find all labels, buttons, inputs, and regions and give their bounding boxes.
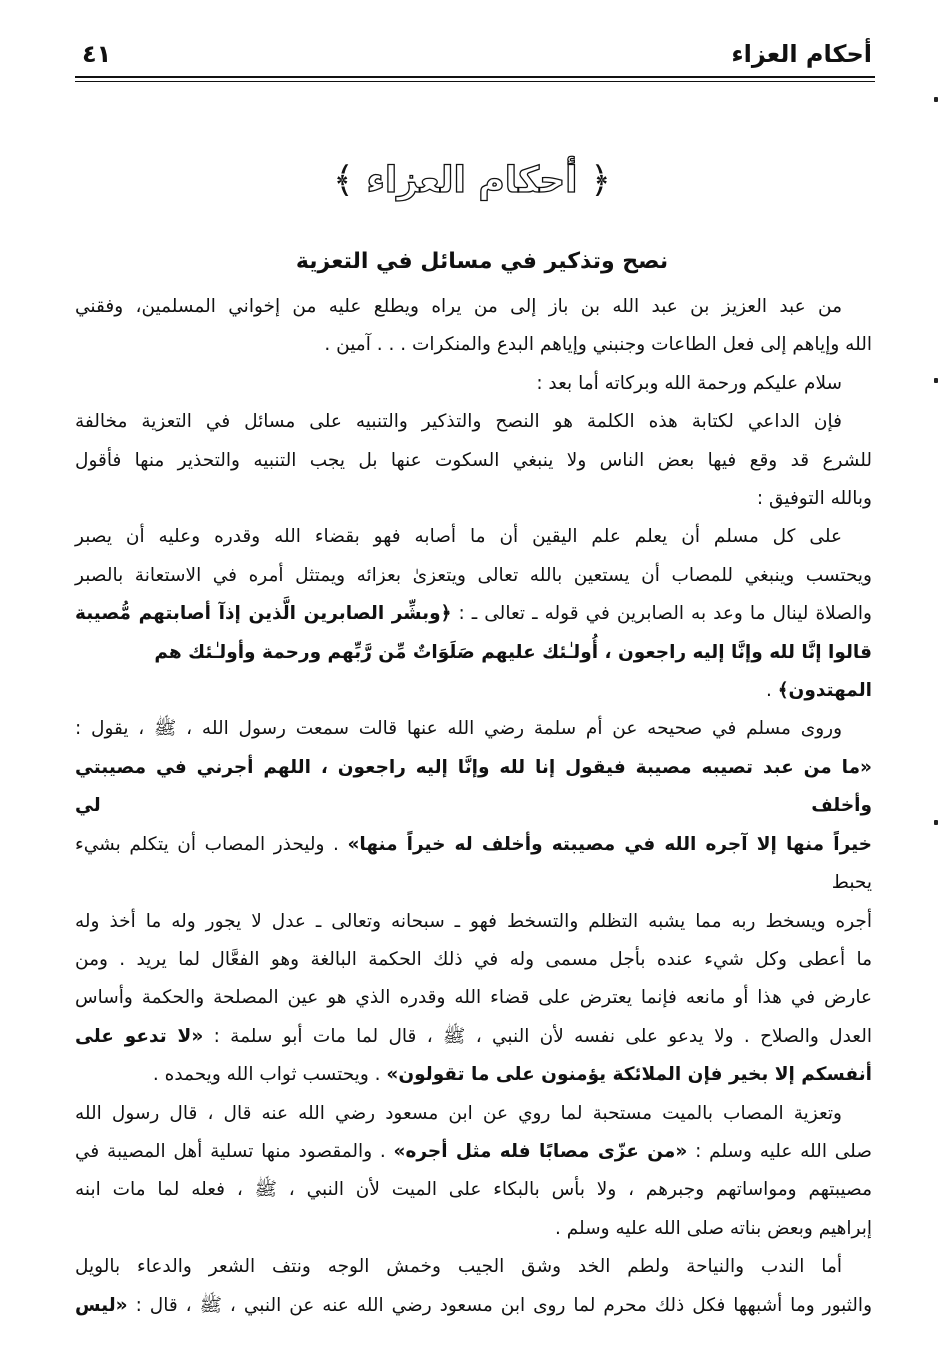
- ornament-bracket-open: ﴿: [590, 160, 612, 201]
- text-segment: .: [765, 680, 778, 702]
- text-line: [75, 1133, 872, 1171]
- bold-quote-text: «ليس: [75, 1294, 128, 1316]
- text-line: [75, 557, 872, 595]
- bold-quote-text: قالوا إنَّا لله وإنَّا إليه راجعون ، أُولـٰئك عليهم صَلَوَاتٌ مِّن رَّبِّهم ورحمة وأولـٰئك هم المهتدون﴾: [154, 641, 872, 702]
- text-line: [75, 1171, 872, 1209]
- text-line: [75, 442, 872, 480]
- text-line: [75, 826, 872, 903]
- text-segment: فإن الداعي لكتابة هذه الكلمة هو النصح والتذكير والتنبيه على مسائل في التعزية مخالفة: [75, 411, 842, 433]
- text-line: [75, 1056, 872, 1094]
- text-segment: إبراهيم وبعض بناته صلى الله عليه وسلم .: [554, 1217, 872, 1239]
- text-segment: مصيبتهم ومواساتهم وجبرهم ، ولا بأس بالبكاء على الميت لأن النبي ، ﷺ ، فعله لما مات ابنه: [75, 1179, 872, 1201]
- text-line: [75, 595, 872, 633]
- bold-quote-text: ﴿وبشِّر الصابرين الَّذين إذآ أصابتهم مُّصيبة: [75, 603, 452, 625]
- text-segment: العدل والصلاح . ولا يدعو على نفسه لأن النبي ، ﷺ ، قال لما مات أبو سلمة :: [203, 1025, 872, 1047]
- text-line: [75, 326, 872, 364]
- text-segment: . وليحذر المصاب أن يتكلم بشيء يحبط: [75, 833, 872, 894]
- text-line: [75, 288, 872, 326]
- text-segment: أما الندب والنياحة ولطم الخد وشق الجيب وخمش الوجه ونتف الشعر والدعاء بالويل: [75, 1256, 842, 1278]
- text-segment: عارض في هذا أو مانعه فإنما يعترض على قضاء الله وقدره الذي هو عين المصلحة والحكمة وأساس: [75, 987, 872, 1009]
- text-line: [75, 480, 872, 518]
- text-segment: للشرع قد وقع فيها بعض الناس ولا ينبغي السكوت عنها بل يجب التنبيه والتحذير منها فأقول: [75, 449, 872, 471]
- text-line: [75, 518, 872, 556]
- text-segment: ويحتسب وينبغي للمصاب أن يستعين بالله تعالى ويتعزىٰ بعزائه ويمتثل أمره في الاستعانة بالصبر: [75, 564, 872, 586]
- text-line: [75, 1095, 872, 1133]
- text-line: [75, 1018, 872, 1056]
- text-segment: . ويحتسب ثواب الله ويحمده .: [152, 1064, 387, 1086]
- running-header-title: أحكام العزاء: [731, 40, 872, 68]
- text-line: [75, 903, 872, 941]
- text-segment: . والمقصود منها تسلية أهل المصيبة في: [75, 1140, 394, 1162]
- text-line: [75, 1210, 872, 1248]
- text-segment: وبالله التوفيق :: [756, 488, 872, 510]
- text-line: [75, 1287, 872, 1325]
- bold-quote-text: «لا تدعو على: [75, 1025, 204, 1047]
- text-segment: سلام عليكم ورحمة الله وبركاته أما بعد :: [536, 372, 842, 394]
- text-line: [75, 941, 872, 979]
- text-segment: على كل مسلم أن يعلم علم اليقين أن ما أصابه فهو بقضاء الله وقدره وعليه أن يصبر: [75, 526, 842, 548]
- text-segment: والصلاة لينال ما وعد به الصابرين في قوله ـ تعالى ـ :: [451, 603, 872, 625]
- bold-quote-text: خيراً منها إلا آجره الله في مصيبته وأخلف له خيراً منها»: [347, 833, 872, 855]
- text-segment: وتعزية المصاب بالميت مستحبة لما روي عن ابن مسعود رضي الله عنه قال ، قال رسول الله: [75, 1102, 842, 1124]
- text-segment: وروى مسلم في صحيحه عن أم سلمة رضي الله عنها قالت سمعت رسول الله ، ﷺ ، يقول :: [75, 718, 842, 740]
- text-segment: والثبور وما أشبهها فكل ذلك محرم لما روى ابن مسعود رضي الله عنه عن النبي ، ﷺ ، قال :: [127, 1294, 872, 1316]
- scan-mark: [934, 378, 938, 383]
- text-segment: صلى الله عليه وسلم :: [687, 1140, 872, 1162]
- text-line: [75, 403, 872, 441]
- text-line: [75, 749, 872, 826]
- body-text: [75, 0, 872, 1365]
- text-segment: أجره ويسخط ربه مما يشبه التظلم والتسخط فهو ـ سبحانه وتعالى ـ عدل لا يجور وله ما أخذ وله: [75, 910, 872, 932]
- chapter-title-text: أحكام العزاء: [366, 160, 578, 201]
- scan-mark: [934, 820, 938, 825]
- text-line: [75, 979, 872, 1017]
- page-number: ٤١: [82, 40, 112, 68]
- text-segment: الله وإياهم إلى فعل الطاعات وجنبني وإياهم البدع والمنكرات . . . آمين .: [324, 334, 872, 356]
- text-line: [75, 1248, 872, 1286]
- ornament-bracket-close: ﴾: [332, 160, 354, 201]
- scan-mark: [934, 97, 938, 102]
- text-segment: ما أعطى وكل شيء عنده بأجل مسمى وله في ذلك الحكمة البالغة وهو الفعَّال لما يريد . ومن: [75, 948, 872, 970]
- text-segment: من عبد العزيز بن عبد الله بن باز إلى من يراه ويطلع عليه من إخواني المسلمين، وفقني: [75, 296, 842, 317]
- bold-quote-text: «من عزّى مصابًا فله مثل أجره»: [393, 1140, 688, 1162]
- section-title: نصح وتذكير في مسائل في التعزية: [295, 249, 669, 274]
- bold-quote-text: أنفسكم إلا بخير فإن الملائكة يؤمنون على ما تقولون»: [386, 1064, 872, 1086]
- text-line: [75, 710, 872, 748]
- bold-quote-text: «ما من عبد تصيبه مصيبة فيقول إنا لله وإنَّا إليه راجعون ، اللهم أجرني في مصيبتي وأخلف لي: [75, 756, 872, 817]
- text-line: [75, 634, 872, 711]
- text-line: [75, 365, 872, 403]
